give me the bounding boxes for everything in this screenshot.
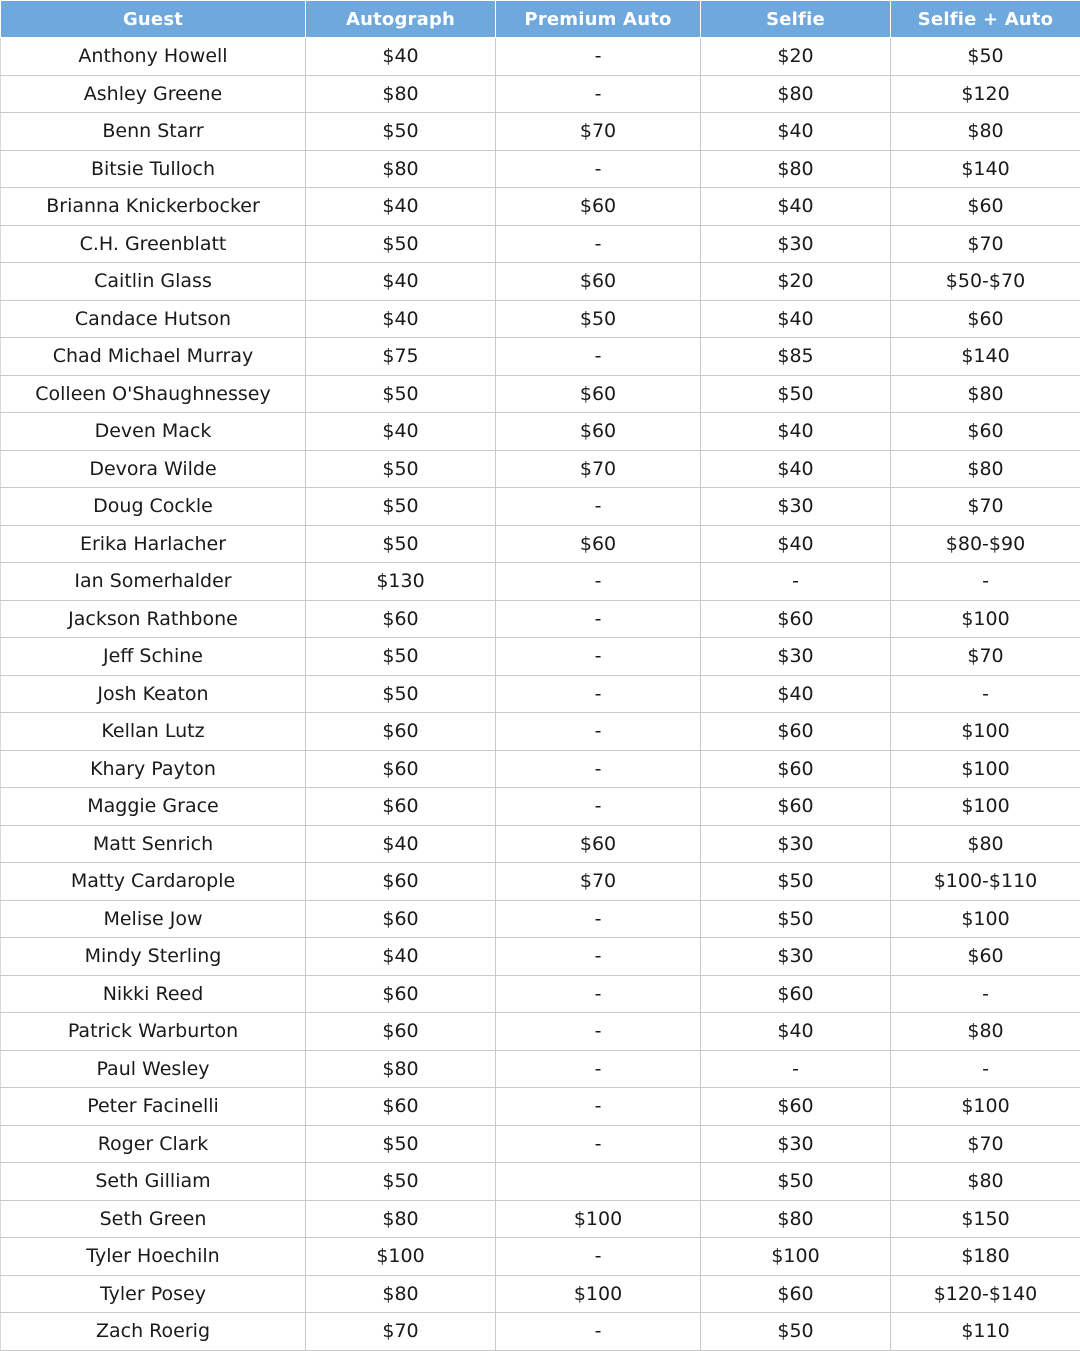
guest-name-cell: Maggie Grace bbox=[1, 788, 306, 826]
selfie-price-cell: $30 bbox=[701, 488, 891, 526]
selfie-auto-price-cell: $100 bbox=[891, 750, 1080, 788]
selfie-price-cell: $30 bbox=[701, 825, 891, 863]
selfie-price-cell: $40 bbox=[701, 525, 891, 563]
premium-auto-price-cell: $60 bbox=[496, 825, 701, 863]
selfie-auto-price-cell: $80 bbox=[891, 375, 1080, 413]
autograph-price-cell: $130 bbox=[306, 563, 496, 601]
selfie-auto-price-cell: $100 bbox=[891, 788, 1080, 826]
table-row bbox=[1, 300, 1080, 338]
selfie-auto-price-cell: $120-$140 bbox=[891, 1275, 1080, 1313]
column-header-premium-auto: Premium Auto bbox=[496, 1, 701, 38]
premium-auto-price-cell: - bbox=[496, 788, 701, 826]
selfie-price-cell: $60 bbox=[701, 750, 891, 788]
table-row bbox=[1, 1125, 1080, 1163]
table-row bbox=[1, 413, 1080, 451]
autograph-price-cell: $40 bbox=[306, 188, 496, 226]
selfie-auto-price-cell: $150 bbox=[891, 1200, 1080, 1238]
selfie-auto-price-cell: $180 bbox=[891, 1238, 1080, 1276]
premium-auto-price-cell: - bbox=[496, 600, 701, 638]
selfie-price-cell: $60 bbox=[701, 600, 891, 638]
autograph-price-cell: $50 bbox=[306, 225, 496, 263]
autograph-price-cell: $60 bbox=[306, 900, 496, 938]
selfie-auto-price-cell: $60 bbox=[891, 938, 1080, 976]
autograph-price-cell: $100 bbox=[306, 1238, 496, 1276]
selfie-price-cell: $40 bbox=[701, 675, 891, 713]
autograph-price-cell: $50 bbox=[306, 638, 496, 676]
premium-auto-price-cell: - bbox=[496, 638, 701, 676]
selfie-auto-price-cell: $60 bbox=[891, 413, 1080, 451]
table-row bbox=[1, 638, 1080, 676]
selfie-price-cell: - bbox=[701, 563, 891, 601]
premium-auto-price-cell: - bbox=[496, 750, 701, 788]
table-row bbox=[1, 825, 1080, 863]
selfie-price-cell: $40 bbox=[701, 113, 891, 151]
table-row bbox=[1, 1200, 1080, 1238]
selfie-auto-price-cell: - bbox=[891, 975, 1080, 1013]
premium-auto-price-cell: - bbox=[496, 1238, 701, 1276]
guest-name-cell: Candace Hutson bbox=[1, 300, 306, 338]
autograph-price-cell: $40 bbox=[306, 38, 496, 76]
guest-name-cell: Matty Cardarople bbox=[1, 863, 306, 901]
table-row bbox=[1, 525, 1080, 563]
table-row bbox=[1, 675, 1080, 713]
premium-auto-price-cell: $50 bbox=[496, 300, 701, 338]
table-row bbox=[1, 150, 1080, 188]
guest-name-cell: Seth Green bbox=[1, 1200, 306, 1238]
premium-auto-price-cell: - bbox=[496, 1125, 701, 1163]
selfie-auto-price-cell: $100-$110 bbox=[891, 863, 1080, 901]
selfie-price-cell: $80 bbox=[701, 150, 891, 188]
autograph-price-cell: $60 bbox=[306, 1088, 496, 1126]
guest-name-cell: Jackson Rathbone bbox=[1, 600, 306, 638]
selfie-auto-price-cell: $100 bbox=[891, 900, 1080, 938]
selfie-auto-price-cell: $100 bbox=[891, 600, 1080, 638]
autograph-price-cell: $50 bbox=[306, 375, 496, 413]
autograph-price-cell: $40 bbox=[306, 263, 496, 301]
table-row bbox=[1, 375, 1080, 413]
selfie-price-cell: $40 bbox=[701, 188, 891, 226]
autograph-price-cell: $50 bbox=[306, 1163, 496, 1201]
selfie-auto-price-cell: $60 bbox=[891, 188, 1080, 226]
selfie-price-cell: $85 bbox=[701, 338, 891, 376]
autograph-price-cell: $80 bbox=[306, 1275, 496, 1313]
selfie-auto-price-cell: $70 bbox=[891, 1125, 1080, 1163]
selfie-auto-price-cell: $80 bbox=[891, 825, 1080, 863]
selfie-auto-price-cell: $110 bbox=[891, 1313, 1080, 1351]
table-row bbox=[1, 338, 1080, 376]
guest-name-cell: Benn Starr bbox=[1, 113, 306, 151]
table-row bbox=[1, 1275, 1080, 1313]
autograph-price-cell: $50 bbox=[306, 525, 496, 563]
column-header-selfie: Selfie bbox=[701, 1, 891, 38]
premium-auto-price-cell: - bbox=[496, 338, 701, 376]
table-row bbox=[1, 263, 1080, 301]
autograph-price-cell: $50 bbox=[306, 675, 496, 713]
guest-name-cell: Josh Keaton bbox=[1, 675, 306, 713]
guest-name-cell: Brianna Knickerbocker bbox=[1, 188, 306, 226]
table-row bbox=[1, 938, 1080, 976]
guest-name-cell: Bitsie Tulloch bbox=[1, 150, 306, 188]
autograph-price-cell: $80 bbox=[306, 1200, 496, 1238]
premium-auto-price-cell: - bbox=[496, 1013, 701, 1051]
autograph-price-cell: $50 bbox=[306, 450, 496, 488]
table-row bbox=[1, 600, 1080, 638]
selfie-price-cell: $20 bbox=[701, 263, 891, 301]
selfie-price-cell: $50 bbox=[701, 1313, 891, 1351]
autograph-price-cell: $60 bbox=[306, 1013, 496, 1051]
guest-name-cell: Erika Harlacher bbox=[1, 525, 306, 563]
autograph-price-cell: $40 bbox=[306, 300, 496, 338]
autograph-price-cell: $60 bbox=[306, 750, 496, 788]
guest-name-cell: Melise Jow bbox=[1, 900, 306, 938]
selfie-price-cell: $40 bbox=[701, 450, 891, 488]
guest-name-cell: Doug Cockle bbox=[1, 488, 306, 526]
selfie-price-cell: $20 bbox=[701, 38, 891, 76]
selfie-price-cell: $60 bbox=[701, 788, 891, 826]
guest-name-cell: Kellan Lutz bbox=[1, 713, 306, 751]
table-row bbox=[1, 563, 1080, 601]
premium-auto-price-cell: $100 bbox=[496, 1275, 701, 1313]
guest-name-cell: Nikki Reed bbox=[1, 975, 306, 1013]
premium-auto-price-cell: - bbox=[496, 675, 701, 713]
autograph-price-cell: $60 bbox=[306, 863, 496, 901]
selfie-price-cell: $50 bbox=[701, 863, 891, 901]
premium-auto-price-cell: $60 bbox=[496, 263, 701, 301]
selfie-auto-price-cell: $100 bbox=[891, 713, 1080, 751]
selfie-auto-price-cell: $80 bbox=[891, 450, 1080, 488]
selfie-auto-price-cell: $80 bbox=[891, 1163, 1080, 1201]
table-row bbox=[1, 1088, 1080, 1126]
autograph-price-cell: $60 bbox=[306, 713, 496, 751]
selfie-auto-price-cell: $70 bbox=[891, 638, 1080, 676]
premium-auto-price-cell: $60 bbox=[496, 525, 701, 563]
guest-name-cell: Ian Somerhalder bbox=[1, 563, 306, 601]
table-row bbox=[1, 900, 1080, 938]
table-row bbox=[1, 488, 1080, 526]
selfie-auto-price-cell: $70 bbox=[891, 225, 1080, 263]
selfie-auto-price-cell: $100 bbox=[891, 1088, 1080, 1126]
guest-name-cell: Paul Wesley bbox=[1, 1050, 306, 1088]
guest-name-cell: Peter Facinelli bbox=[1, 1088, 306, 1126]
guest-name-cell: Patrick Warburton bbox=[1, 1013, 306, 1051]
table-row bbox=[1, 1013, 1080, 1051]
guest-name-cell: Matt Senrich bbox=[1, 825, 306, 863]
table-row bbox=[1, 1163, 1080, 1201]
table-row bbox=[1, 863, 1080, 901]
selfie-price-cell: $80 bbox=[701, 75, 891, 113]
premium-auto-price-cell: - bbox=[496, 713, 701, 751]
autograph-price-cell: $80 bbox=[306, 150, 496, 188]
selfie-auto-price-cell: $80 bbox=[891, 1013, 1080, 1051]
table-row bbox=[1, 113, 1080, 151]
column-header-guest: Guest bbox=[1, 1, 306, 38]
premium-auto-price-cell: - bbox=[496, 225, 701, 263]
selfie-auto-price-cell: - bbox=[891, 675, 1080, 713]
selfie-price-cell: $60 bbox=[701, 713, 891, 751]
autograph-price-cell: $75 bbox=[306, 338, 496, 376]
autograph-price-cell: $50 bbox=[306, 1125, 496, 1163]
selfie-price-cell: $50 bbox=[701, 900, 891, 938]
autograph-price-cell: $70 bbox=[306, 1313, 496, 1351]
guest-name-cell: Tyler Posey bbox=[1, 1275, 306, 1313]
guest-name-cell: Khary Payton bbox=[1, 750, 306, 788]
guest-name-cell: Ashley Greene bbox=[1, 75, 306, 113]
premium-auto-price-cell: $60 bbox=[496, 188, 701, 226]
autograph-price-cell: $80 bbox=[306, 75, 496, 113]
premium-auto-price-cell: - bbox=[496, 900, 701, 938]
guest-name-cell: Mindy Sterling bbox=[1, 938, 306, 976]
selfie-price-cell: $100 bbox=[701, 1238, 891, 1276]
premium-auto-price-cell bbox=[496, 1163, 701, 1201]
selfie-price-cell: $40 bbox=[701, 413, 891, 451]
autograph-price-cell: $80 bbox=[306, 1050, 496, 1088]
guest-name-cell: Caitlin Glass bbox=[1, 263, 306, 301]
guest-name-cell: Devora Wilde bbox=[1, 450, 306, 488]
guest-name-cell: Chad Michael Murray bbox=[1, 338, 306, 376]
guest-name-cell: Roger Clark bbox=[1, 1125, 306, 1163]
guest-name-cell: Anthony Howell bbox=[1, 38, 306, 76]
selfie-auto-price-cell: $140 bbox=[891, 150, 1080, 188]
selfie-auto-price-cell: $50-$70 bbox=[891, 263, 1080, 301]
premium-auto-price-cell: - bbox=[496, 488, 701, 526]
autograph-price-cell: $60 bbox=[306, 600, 496, 638]
premium-auto-price-cell: - bbox=[496, 938, 701, 976]
autograph-price-cell: $40 bbox=[306, 413, 496, 451]
guest-name-cell: C.H. Greenblatt bbox=[1, 225, 306, 263]
selfie-auto-price-cell: $140 bbox=[891, 338, 1080, 376]
autograph-price-cell: $40 bbox=[306, 825, 496, 863]
table-row bbox=[1, 225, 1080, 263]
table-row bbox=[1, 788, 1080, 826]
premium-auto-price-cell: $60 bbox=[496, 413, 701, 451]
premium-auto-price-cell: - bbox=[496, 563, 701, 601]
selfie-auto-price-cell: - bbox=[891, 1050, 1080, 1088]
guest-name-cell: Tyler Hoechiln bbox=[1, 1238, 306, 1276]
selfie-auto-price-cell: $120 bbox=[891, 75, 1080, 113]
table-body bbox=[1, 38, 1080, 1351]
premium-auto-price-cell: - bbox=[496, 1088, 701, 1126]
autograph-price-cell: $60 bbox=[306, 975, 496, 1013]
autograph-price-cell: $50 bbox=[306, 113, 496, 151]
selfie-price-cell: $30 bbox=[701, 638, 891, 676]
table-row bbox=[1, 75, 1080, 113]
guest-name-cell: Deven Mack bbox=[1, 413, 306, 451]
autograph-price-cell: $60 bbox=[306, 788, 496, 826]
selfie-price-cell: $60 bbox=[701, 1088, 891, 1126]
table-row bbox=[1, 1313, 1080, 1351]
premium-auto-price-cell: - bbox=[496, 1313, 701, 1351]
selfie-price-cell: $60 bbox=[701, 975, 891, 1013]
selfie-price-cell: $60 bbox=[701, 1275, 891, 1313]
premium-auto-price-cell: $60 bbox=[496, 375, 701, 413]
guest-name-cell: Seth Gilliam bbox=[1, 1163, 306, 1201]
table-row bbox=[1, 38, 1080, 76]
premium-auto-price-cell: - bbox=[496, 150, 701, 188]
table-row bbox=[1, 713, 1080, 751]
selfie-auto-price-cell: - bbox=[891, 563, 1080, 601]
selfie-auto-price-cell: $50 bbox=[891, 38, 1080, 76]
selfie-auto-price-cell: $80 bbox=[891, 113, 1080, 151]
selfie-price-cell: $30 bbox=[701, 1125, 891, 1163]
table-row bbox=[1, 975, 1080, 1013]
selfie-price-cell: $30 bbox=[701, 225, 891, 263]
table-row bbox=[1, 1050, 1080, 1088]
autograph-price-cell: $50 bbox=[306, 488, 496, 526]
selfie-price-cell: $40 bbox=[701, 1013, 891, 1051]
premium-auto-price-cell: $70 bbox=[496, 863, 701, 901]
premium-auto-price-cell: $70 bbox=[496, 113, 701, 151]
guest-name-cell: Jeff Schine bbox=[1, 638, 306, 676]
selfie-price-cell: $50 bbox=[701, 1163, 891, 1201]
guest-name-cell: Zach Roerig bbox=[1, 1313, 306, 1351]
column-header-autograph: Autograph bbox=[306, 1, 496, 38]
premium-auto-price-cell: $100 bbox=[496, 1200, 701, 1238]
premium-auto-price-cell: - bbox=[496, 975, 701, 1013]
premium-auto-price-cell: - bbox=[496, 75, 701, 113]
selfie-price-cell: $30 bbox=[701, 938, 891, 976]
guest-name-cell: Colleen O'Shaughnessey bbox=[1, 375, 306, 413]
premium-auto-price-cell: - bbox=[496, 38, 701, 76]
selfie-price-cell: $50 bbox=[701, 375, 891, 413]
header-row bbox=[1, 1, 1080, 38]
column-header-selfie-auto: Selfie + Auto bbox=[891, 1, 1080, 38]
table-row bbox=[1, 450, 1080, 488]
table-row bbox=[1, 1238, 1080, 1276]
selfie-price-cell: $40 bbox=[701, 300, 891, 338]
selfie-auto-price-cell: $80-$90 bbox=[891, 525, 1080, 563]
table-row bbox=[1, 188, 1080, 226]
table-row bbox=[1, 750, 1080, 788]
selfie-auto-price-cell: $60 bbox=[891, 300, 1080, 338]
premium-auto-price-cell: - bbox=[496, 1050, 701, 1088]
selfie-price-cell: - bbox=[701, 1050, 891, 1088]
selfie-price-cell: $80 bbox=[701, 1200, 891, 1238]
premium-auto-price-cell: $70 bbox=[496, 450, 701, 488]
autograph-price-cell: $40 bbox=[306, 938, 496, 976]
selfie-auto-price-cell: $70 bbox=[891, 488, 1080, 526]
